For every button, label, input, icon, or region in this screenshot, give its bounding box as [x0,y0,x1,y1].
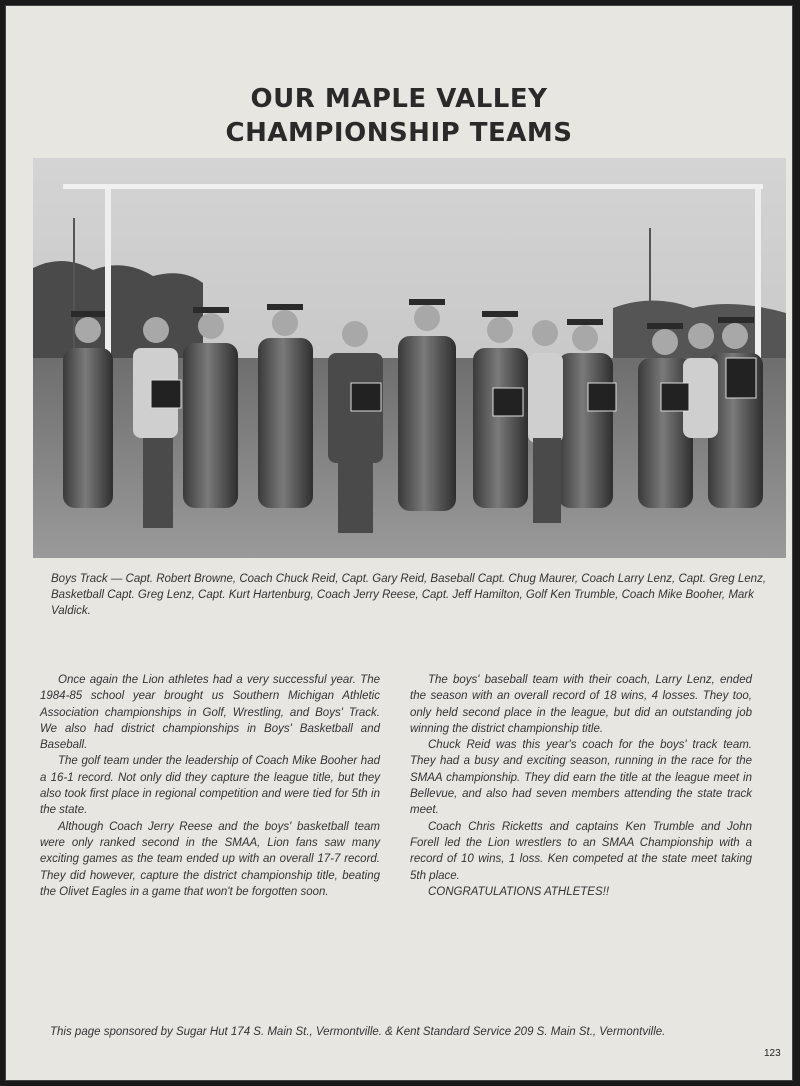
team-photo-illustration [33,158,786,558]
article-paragraph: Coach Chris Ricketts and captains Ken Trumble and John Forell led the Lion wrestlers to an SMAA Championship with a record of 10 wins, 1 loss. Ken competed at the state meet taking 5th place. [410,820,752,882]
article-column-right [410,672,752,900]
article-paragraph: The boys' baseball team with their coach, Larry Lenz, ended the season with an overall record of 18 wins, 4 losses. They too, only held second place in the league, but did an outstanding job winning the district championship title. [410,674,752,735]
sponsor-note: This page sponsored by Sugar Hut 174 S. Main St., Vermontville. & Kent Standard Service 209 S. Main St., Vermontville. [50,1026,666,1038]
article-paragraph: The golf team under the leadership of Coach Mike Booher had a 16-1 record. Not only did they capture the league title, but they also took first place in regional competition and were tied for 5th in the state. [40,755,380,817]
article-paragraph: Chuck Reid was this year's coach for the boys' track team. They had a busy and exciting season, running in the race for the SMAA championship. They did earn the title at the league meet in Bellevue, and also had seven members attending the state track meet. [410,739,752,817]
team-photo [33,158,786,558]
page-number: 123 [764,1048,781,1059]
article-column-left [40,672,380,900]
page-title [6,82,792,150]
article-paragraph: CONGRATULATIONS ATHLETES!! [428,885,610,898]
yearbook-page [5,5,793,1081]
title-line-1: OUR MAPLE VALLEY [250,84,548,114]
photo-caption: Boys Track — Capt. Robert Browne, Coach Chuck Reid, Capt. Gary Reid, Baseball Capt. Chug Maurer, Coach Larry Lenz, Capt. Greg Lenz, Basketball Capt. Greg Lenz, Capt. Kurt Hartenburg, Coach Jerry Reese, Capt. Jeff Hamilton, Golf Ken Trumble, Coach Mike Booher, Mark Valdick. [51,573,767,617]
article-paragraph: Once again the Lion athletes had a very successful year. The 1984-85 school year brought us Southern Michigan Athletic Association championships in Golf, Wrestling, and Boys' Track. We also had district championships in Boys' Basketball and Baseball. [40,674,380,752]
title-line-2: CHAMPIONSHIP TEAMS [225,118,573,148]
article-paragraph: Although Coach Jerry Reese and the boys' basketball team were only ranked second in the SMAA, Lion fans saw many exciting games as the team ended up with an overall 17-7 record. They did however, capture the district championship title, beating the Olivet Eagles in a game that won't be forgotten soon. [40,820,380,898]
